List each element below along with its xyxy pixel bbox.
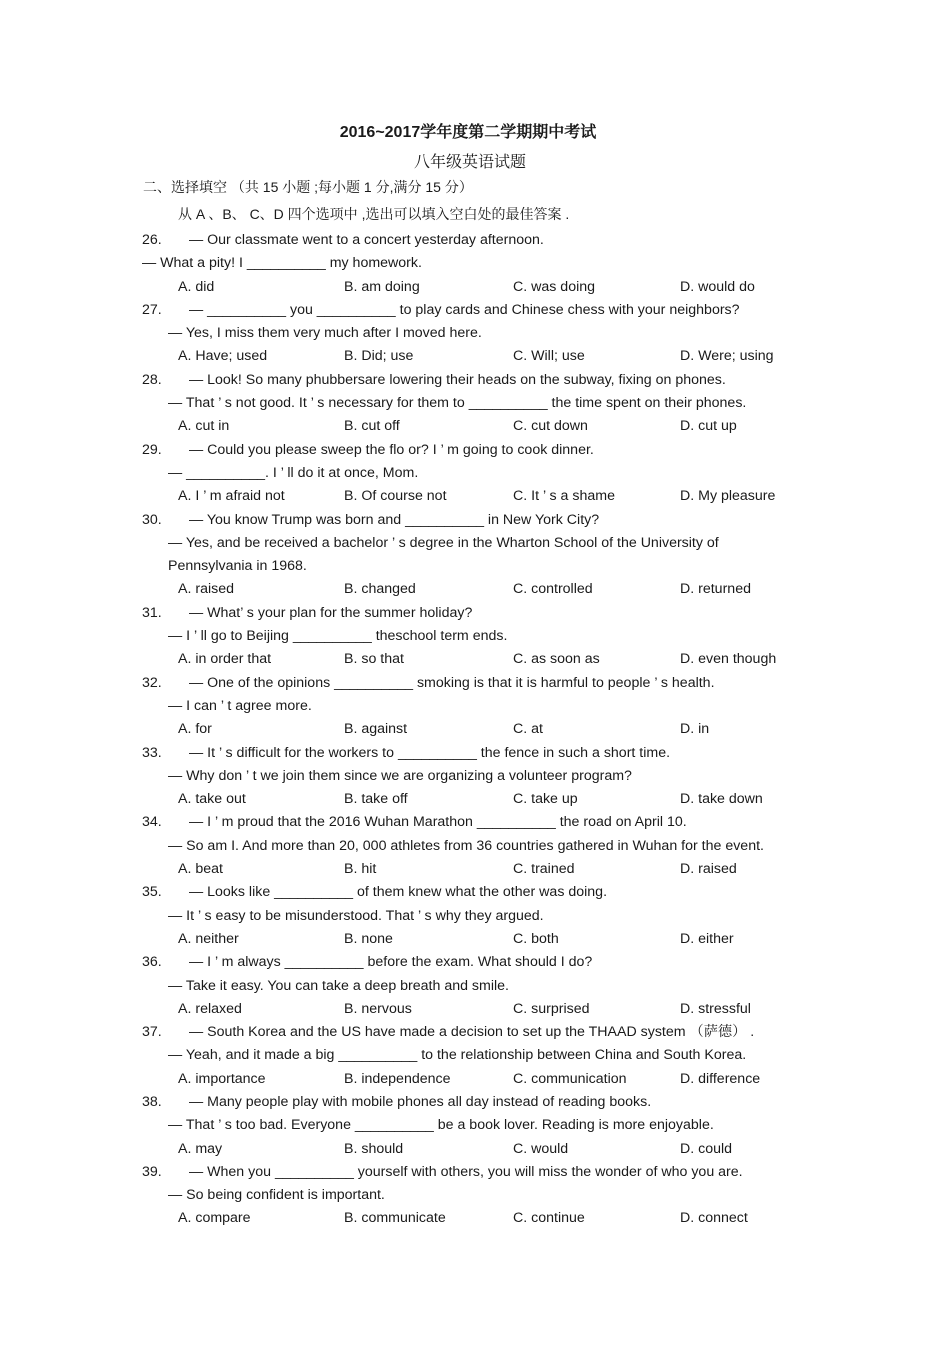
answer-option-a: A. neither [178, 930, 239, 947]
section-heading: 二、选择填空 （共 15 小题 ;每小题 1 分,满分 15 分） [143, 179, 473, 195]
question-33 [142, 742, 932, 812]
answer-option-a: A. take out [178, 791, 246, 808]
exam-title: 2016~2017学年度第二学期期中考试 [339, 124, 597, 141]
answer-option-a: A. may [178, 1140, 223, 1157]
question-number: 30. [142, 511, 162, 528]
answer-option-b: B. independence [344, 1070, 451, 1087]
question-number: 29. [142, 441, 162, 458]
answer-option-a: A. I ’ m afraid not [178, 488, 285, 505]
answer-options [142, 648, 932, 671]
question-number: 37. [142, 1024, 162, 1041]
answer-option-b: B. take off [344, 791, 408, 808]
answer-option-c: C. surprised [513, 1000, 590, 1017]
answer-option-c: C. controlled [513, 581, 593, 598]
answer-options [142, 858, 932, 881]
answer-option-a: A. relaxed [178, 1000, 242, 1017]
answer-option-a: A. raised [178, 581, 234, 598]
question-reply: — That ’ s too bad. Everyone __________ be a book lover. Reading is more enjoyable. [168, 1117, 714, 1134]
question-reply: — Yeah, and it made a big __________ to the relationship between China and South Korea. [168, 1047, 747, 1064]
answer-options [142, 718, 932, 741]
question-number: 26. [142, 232, 162, 248]
question-38 [142, 1091, 932, 1161]
question-reply: — __________. I ’ ll do it at once, Mom. [168, 464, 419, 481]
answer-option-a: A. did [178, 278, 215, 295]
question-reply: — Yes, I miss them very much after I moved here. [168, 325, 482, 342]
answer-option-d: D. could [680, 1140, 733, 1157]
answer-option-d: D. Were; using [680, 348, 774, 365]
question-30 [142, 509, 932, 602]
answer-option-c: C. would [513, 1140, 569, 1157]
answer-options [142, 928, 932, 951]
answer-option-b: B. nervous [344, 1000, 412, 1017]
question-reply: — Why don ’ t we join them since we are organizing a volunteer program? [168, 767, 632, 784]
answer-options [142, 1207, 932, 1230]
answer-option-b: B. Of course not [344, 488, 447, 505]
question-number: 38. [142, 1093, 162, 1110]
question-27 [142, 299, 932, 369]
question-26 [142, 229, 932, 299]
question-prompt [142, 369, 932, 392]
question-number: 31. [142, 604, 162, 621]
question-list [142, 229, 932, 1231]
question-29 [142, 439, 932, 509]
answer-option-d: D. cut up [680, 418, 737, 435]
question-prompt [142, 742, 932, 765]
question-prompt [142, 299, 932, 322]
question-text: — South Korea and the US have made a decision to set up the THAAD system （萨德） . [189, 1024, 755, 1041]
answer-options [142, 788, 932, 811]
answer-option-d: D. in [680, 721, 710, 738]
answer-option-b: B. changed [344, 581, 416, 598]
question-reply: — So being confident is important. [168, 1187, 385, 1204]
question-number: 28. [142, 371, 162, 388]
answer-option-d: D. difference [680, 1070, 761, 1087]
question-prompt [142, 509, 932, 532]
answer-option-b: B. hit [344, 861, 377, 878]
question-prompt [142, 439, 932, 462]
answer-option-d: D. raised [680, 861, 737, 878]
answer-option-d: D. either [680, 930, 734, 947]
answer-option-d: D. would do [680, 278, 755, 295]
question-37 [142, 1021, 932, 1091]
question-28 [142, 369, 932, 439]
question-number: 36. [142, 954, 162, 971]
answer-option-a: A. beat [178, 861, 223, 878]
answer-options [142, 276, 932, 299]
question-text: — You know Trump was born and __________ in New York City? [189, 511, 600, 528]
answer-option-c: C. continue [513, 1210, 585, 1227]
answer-option-b: B. communicate [344, 1210, 446, 1227]
question-text: — Our classmate went to a concert yesterday afternoon. [189, 232, 544, 248]
question-prompt [142, 229, 932, 252]
answer-option-b: B. should [344, 1140, 404, 1157]
answer-option-d: D. stressful [680, 1000, 751, 1017]
question-text: — One of the opinions __________ smoking is that it is harmful to people ’ s health. [189, 674, 715, 691]
answer-option-d: D. connect [680, 1210, 748, 1227]
question-number: 35. [142, 884, 162, 901]
answer-option-a: A. compare [178, 1210, 251, 1227]
answer-option-b: B. against [344, 721, 408, 738]
answer-option-a: A. Have; used [178, 348, 268, 365]
question-number: 33. [142, 744, 162, 761]
question-reply: — That ’ s not good. It ’ s necessary for them to __________ the time spent on their phones. [168, 395, 747, 412]
answer-options [142, 998, 932, 1021]
question-reply: — Yes, and be received a bachelor ’ s degree in the Wharton School of the University of [168, 534, 719, 551]
answer-option-d: D. returned [680, 581, 751, 598]
answer-options [142, 485, 932, 508]
answer-option-a: A. importance [178, 1070, 266, 1087]
answer-option-c: C. trained [513, 861, 575, 878]
answer-option-c: C. Will; use [513, 348, 585, 365]
answer-option-b: B. none [344, 930, 393, 947]
question-number: 34. [142, 814, 162, 831]
question-35 [142, 881, 932, 951]
question-text: — I ’ m proud that the 2016 Wuhan Marathon __________ the road on April 10. [189, 814, 687, 831]
answer-option-c: C. communication [513, 1070, 627, 1087]
question-32 [142, 672, 932, 742]
answer-option-a: A. cut in [178, 418, 230, 435]
answer-option-c: C. as soon as [513, 651, 600, 668]
answer-option-a: A. in order that [178, 651, 272, 668]
question-reply: — I can ’ t agree more. [168, 697, 312, 714]
answer-option-c: C. It ’ s a shame [513, 488, 615, 505]
answer-options [142, 578, 932, 601]
answer-option-b: B. so that [344, 651, 404, 668]
question-reply: — What a pity! I __________ my homework. [142, 255, 422, 272]
exam-subtitle: 八年级英语试题 [413, 154, 526, 171]
answer-option-c: C. cut down [513, 418, 588, 435]
question-36 [142, 951, 932, 1021]
answer-option-b: B. cut off [344, 418, 400, 435]
question-prompt [142, 1091, 932, 1114]
question-prompt [142, 672, 932, 695]
question-reply: Pennsylvania in 1968. [168, 558, 307, 575]
question-reply: — It ’ s easy to be misunderstood. That ’ s why they argued. [168, 907, 544, 924]
question-39 [142, 1161, 932, 1231]
answer-option-d: D. My pleasure [680, 488, 776, 505]
question-text: — Looks like __________ of them knew what the other was doing. [189, 884, 608, 901]
question-reply: — So am I. And more than 20, 000 athletes from 36 countries gathered in Wuhan for the event. [168, 837, 764, 854]
question-number: 27. [142, 301, 162, 318]
question-text: — __________ you __________ to play cards and Chinese chess with your neighbors? [189, 301, 740, 318]
answer-options [142, 345, 932, 368]
answer-option-c: C. was doing [513, 278, 596, 295]
question-text: — Look! So many phubbersare lowering their heads on the subway, fixing on phones. [189, 371, 726, 388]
answer-option-c: C. take up [513, 791, 578, 808]
answer-option-b: B. Did; use [344, 348, 414, 365]
question-prompt [142, 881, 932, 904]
answer-option-a: A. for [178, 721, 212, 738]
answer-option-c: C. both [513, 930, 559, 947]
answer-option-d: D. take down [680, 791, 763, 808]
question-number: 32. [142, 674, 162, 691]
question-prompt [142, 951, 932, 974]
question-text: — When you __________ yourself with others, you will miss the wonder of who you are. [189, 1163, 743, 1180]
question-text: — I ’ m always __________ before the exam. What should I do? [189, 954, 593, 971]
answer-options [142, 1138, 932, 1161]
question-34 [142, 811, 932, 881]
question-prompt [142, 602, 932, 625]
answer-options [142, 415, 932, 438]
question-text: — What’ s your plan for the summer holiday? [189, 604, 473, 621]
question-31 [142, 602, 932, 672]
answer-options [142, 1068, 932, 1091]
question-number: 39. [142, 1163, 162, 1180]
section-instruction: 从 A 、B、 C、D 四个选项中 ,选出可以填入空白处的最佳答案 . [178, 206, 570, 222]
question-prompt [142, 1021, 932, 1044]
question-prompt [142, 811, 932, 834]
question-text: — Many people play with mobile phones all day instead of reading books. [189, 1093, 652, 1110]
question-reply: — Take it easy. You can take a deep breath and smile. [168, 977, 509, 994]
question-prompt [142, 1161, 932, 1184]
question-reply: — I ’ ll go to Beijing __________ theschool term ends. [168, 628, 508, 645]
answer-option-c: C. at [513, 721, 543, 738]
answer-option-b: B. am doing [344, 278, 420, 295]
answer-option-d: D. even though [680, 651, 777, 668]
question-text: — Could you please sweep the flo or? I ’ m going to cook dinner. [189, 441, 594, 458]
question-text: — It ’ s difficult for the workers to __________ the fence in such a short time. [189, 744, 671, 761]
